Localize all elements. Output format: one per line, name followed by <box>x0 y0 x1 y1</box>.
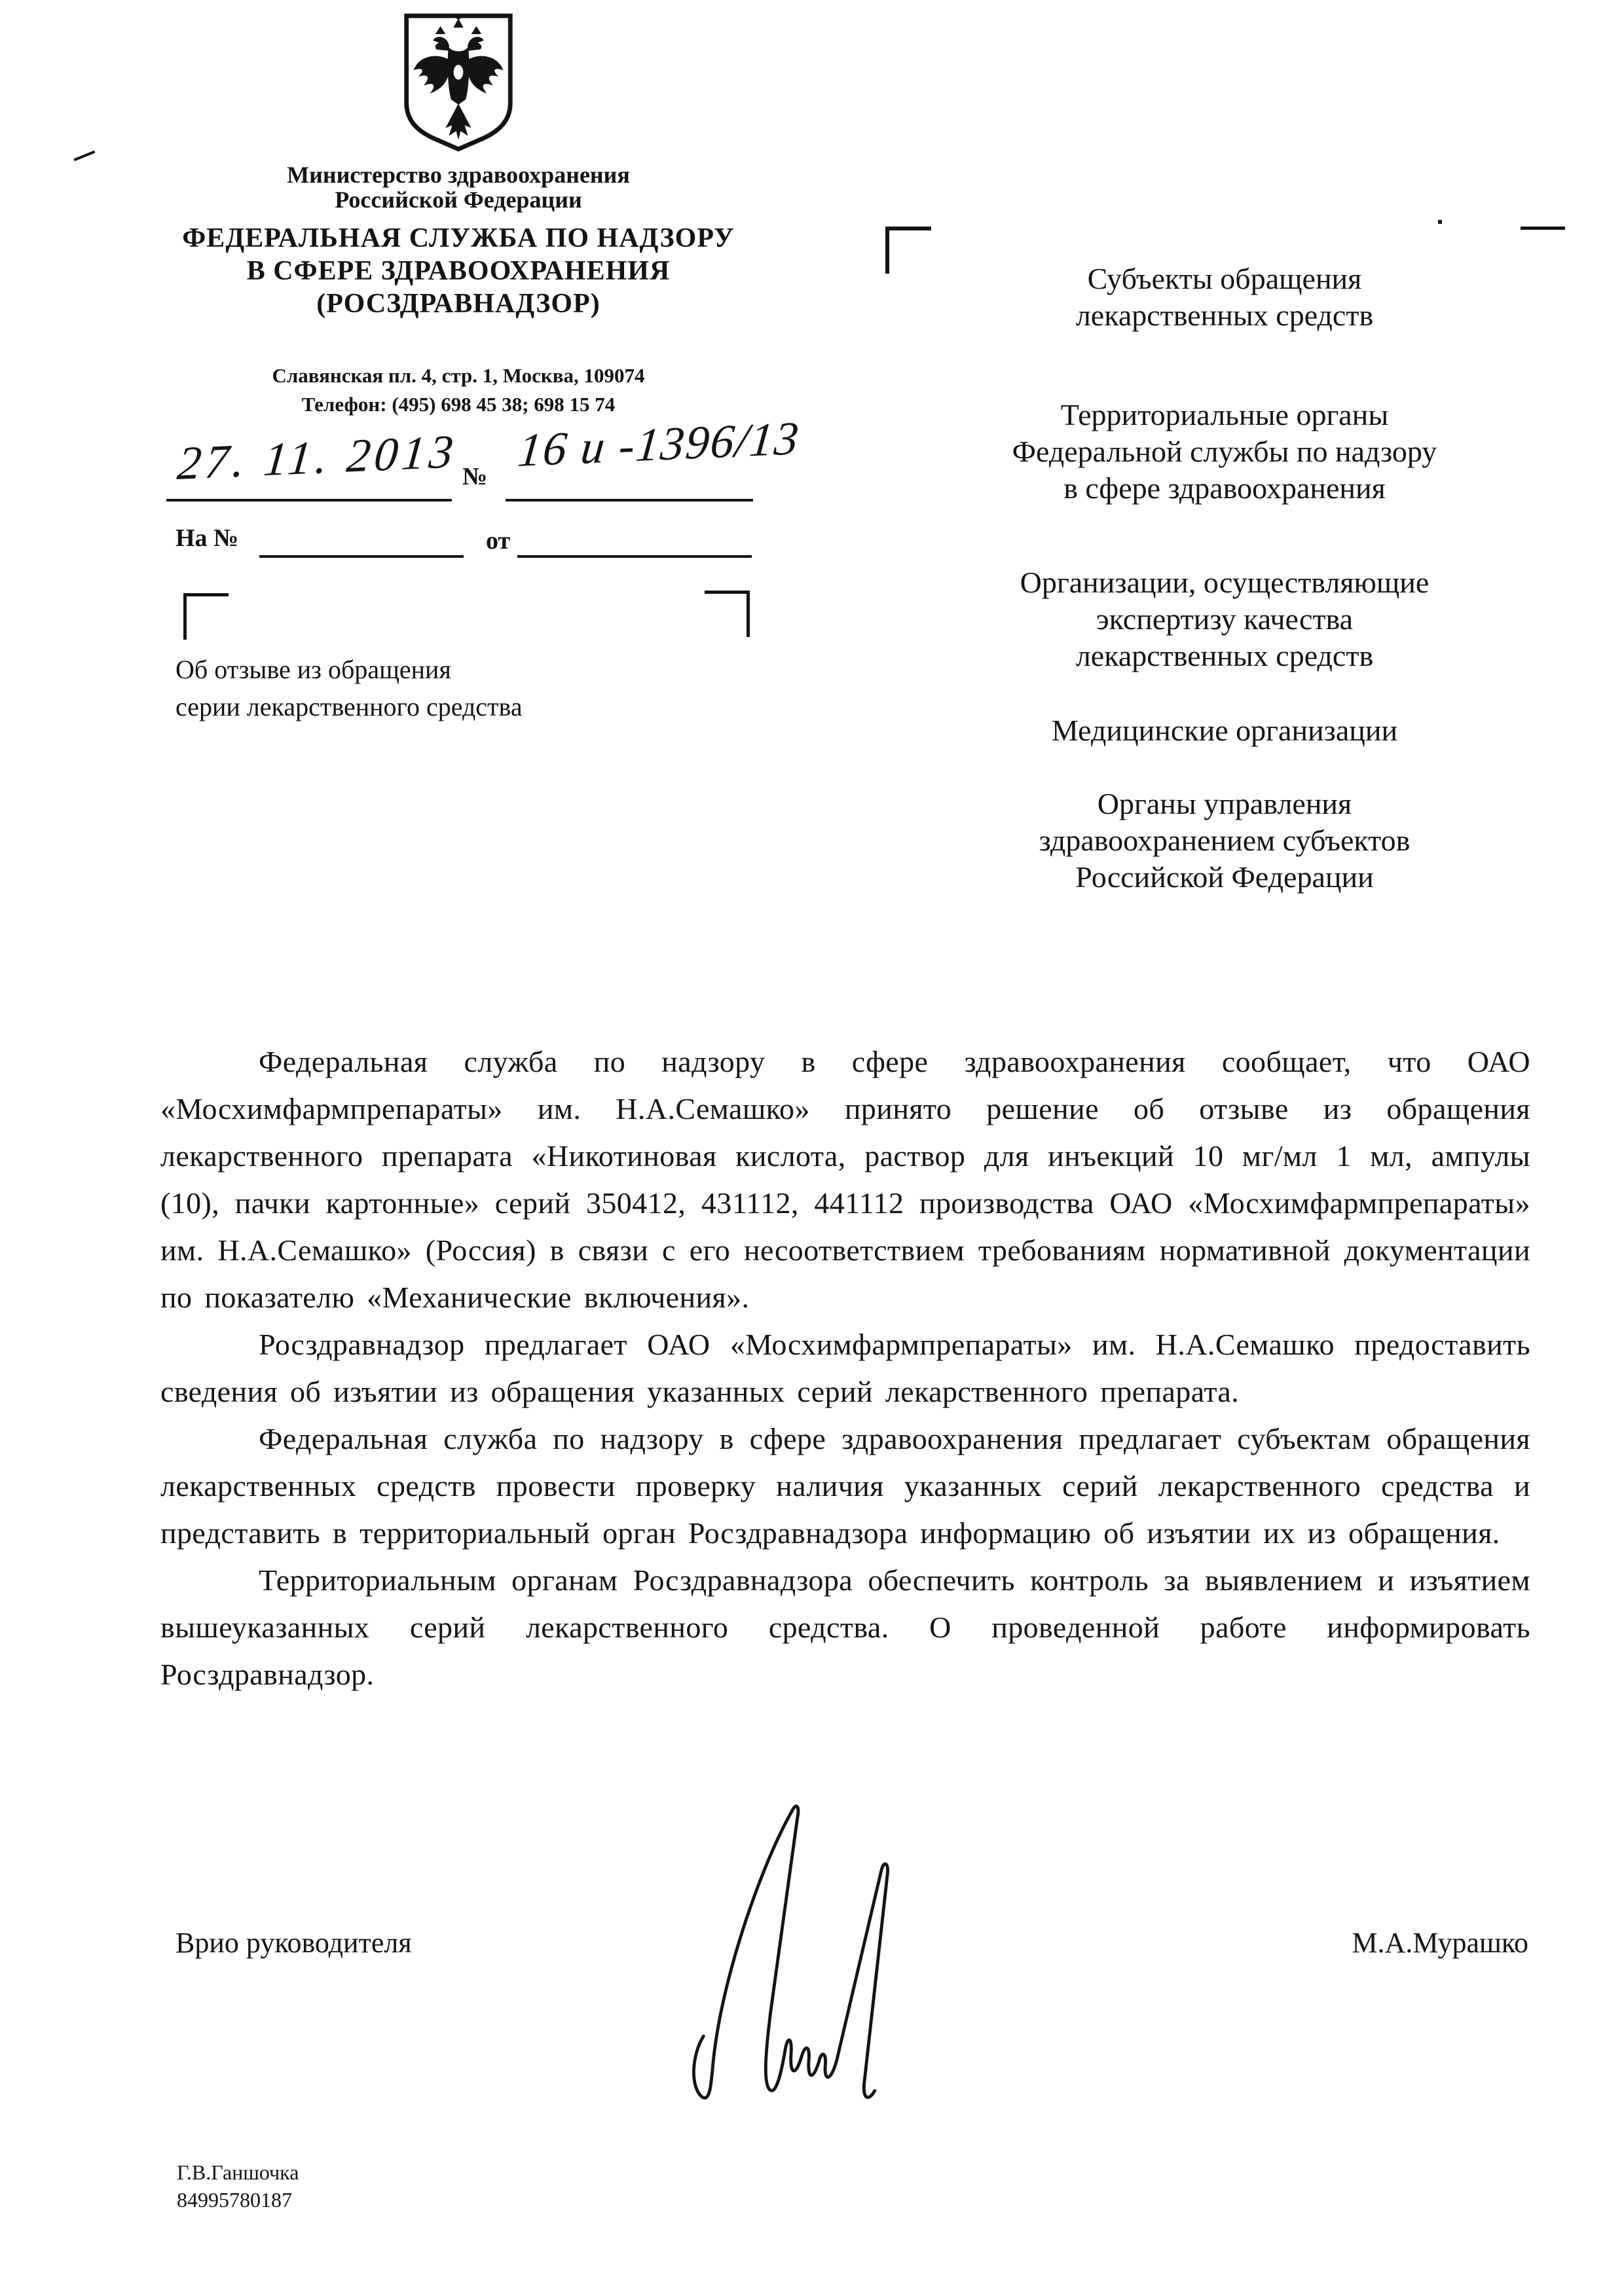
letter-subject <box>175 651 765 725</box>
letterhead-phone: Телефон: (495) 698 45 38; 698 15 74 <box>301 393 616 416</box>
corner-dash-mark <box>1521 227 1565 230</box>
letterhead-address: Славянская пл. 4, стр. 1, Москва, 109074 <box>272 364 645 387</box>
recipient-group <box>904 261 1545 334</box>
recipient-line: лекарственных средств <box>1075 299 1374 332</box>
ministry-name-line1: Министерство здравоохранения <box>287 162 630 188</box>
reply-to-date-label: от <box>486 527 511 555</box>
recipient-group <box>904 786 1545 896</box>
recipient-line: Субъекты обращения <box>1087 262 1362 295</box>
subject-line2: серии лекарственного средства <box>175 692 523 721</box>
address-field-bracket-left <box>183 593 229 640</box>
handwritten-date: 27. 11. 2013 <box>175 424 460 490</box>
reply-to-number-label: На № <box>175 524 239 552</box>
recipient-group <box>904 397 1545 507</box>
recipient-line: Органы управления <box>1097 787 1352 820</box>
signer-position-title: Врио руководителя <box>175 1927 412 1959</box>
scan-artifact-dot <box>1438 220 1442 224</box>
recipient-line: лекарственных средств <box>1075 639 1374 672</box>
recipient-group <box>904 564 1545 674</box>
recipient-line: Организации, осуществляющие <box>1020 566 1430 599</box>
recipient-line: в сфере здравоохранения <box>1063 471 1386 505</box>
russia-coat-of-arms-icon <box>397 8 519 156</box>
ministry-name-line2: Российской Федерации <box>335 187 582 213</box>
date-underline <box>166 499 452 501</box>
body-paragraph: Федеральная служба по надзору в сфере здравоохранения предлагает субъектам обращения лекарственных средств провести проверку наличия указанных серий лекарственного средства и представить в территориальный орган Росздравнадзора информацию об изъятии их из обращения. <box>160 1422 1530 1550</box>
handwritten-signature-icon <box>629 1795 1035 2123</box>
handwritten-outgoing-number: 16 и -1396/13 <box>515 411 802 477</box>
reply-number-underline <box>259 555 464 558</box>
recipient-line: Территориальные органы <box>1060 398 1389 431</box>
body-paragraph: Росздравнадзор предлагает ОАО «Мосхимфармпрепараты» им. Н.А.Семашко предоставить сведения об изъятии из обращения указанных серий лекарственного препарата. <box>160 1328 1530 1408</box>
body-paragraph: Территориальным органам Росздравнадзора обеспечить контроль за выявлением и изъятием вышеуказанных серий лекарственного средства. О проведенной работе информировать Росздравнадзор. <box>160 1563 1530 1691</box>
subject-line1: Об отзыве из обращения <box>175 655 451 684</box>
service-name-line2: В СФЕРЕ ЗДРАВООХРАНЕНИЯ <box>246 256 671 286</box>
recipient-group <box>904 712 1545 749</box>
executor-phone: 84995780187 <box>177 2188 292 2212</box>
service-name-line1: ФЕДЕРАЛЬНАЯ СЛУЖБА ПО НАДЗОРУ <box>182 223 735 253</box>
recipient-line: Федеральной службы по надзору <box>1012 435 1437 468</box>
executor-name: Г.В.Ганшочка <box>177 2160 299 2184</box>
recipient-line: Российской Федерации <box>1075 860 1374 894</box>
recipient-line: экспертизу качества <box>1096 602 1354 636</box>
number-underline <box>506 499 753 501</box>
recipient-line: здравоохранением субъектов <box>1039 824 1411 857</box>
recipient-line: Медицинские организации <box>1051 714 1398 747</box>
scan-artifact-tick <box>73 151 95 161</box>
reply-date-underline <box>517 555 752 558</box>
number-sign-label: № <box>462 463 488 490</box>
address-field-bracket-right <box>705 591 750 637</box>
signer-name: М.А.Мурашко <box>1352 1927 1528 1959</box>
letter-body <box>160 1038 1530 1698</box>
body-paragraph: Федеральная служба по надзору в сфере здравоохранения сообщает, что ОАО «Мосхимфармпрепараты» им. Н.А.Семашко» принято решение об отзыве из обращения лекарственного препарата «Никотиновая кислота, раствор для инъекций 10 мг/мл 1 мл, ампулы (10), пачки картонные» серий 350412, 431112, 441112 производства ОАО «Мосхимфармпрепараты» им. Н.А.Семашко» (Россия) в связи с его несоответствием требованиям нормативной документации по показателю «Механические включения». <box>160 1045 1530 1314</box>
service-short-name: (РОСЗДРАВНАДЗОР) <box>316 289 600 319</box>
